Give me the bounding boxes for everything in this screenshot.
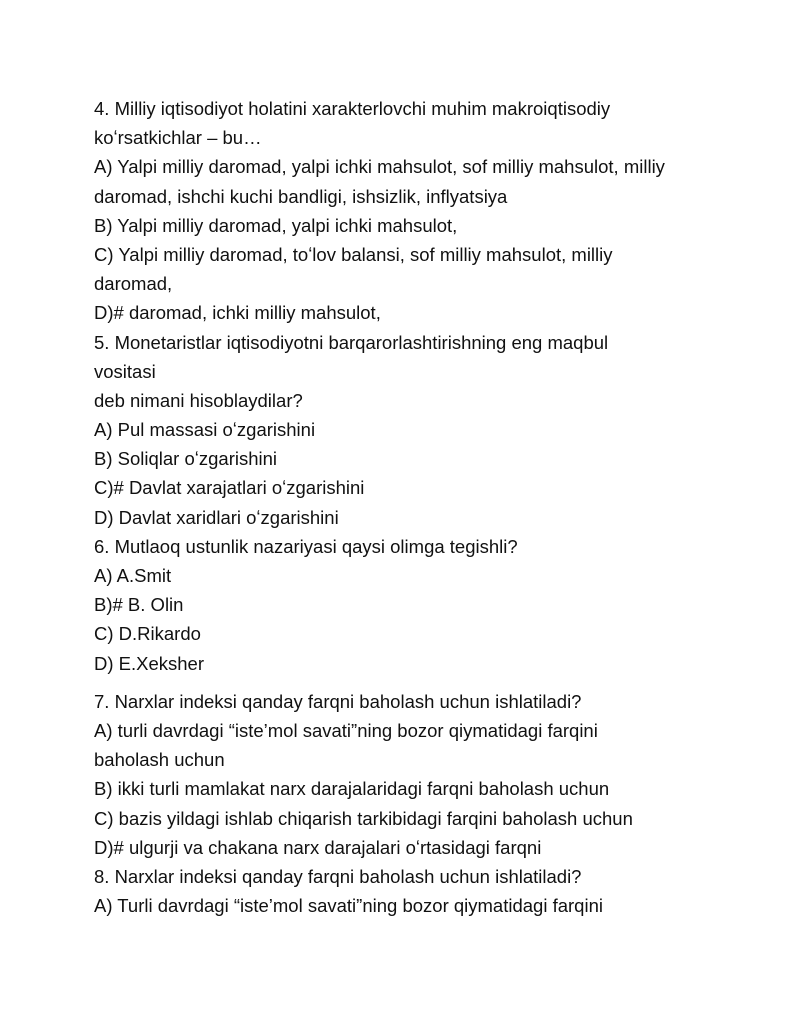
text-line: deb nimani hisoblaydilar? (94, 389, 303, 411)
text-line: vositasi (94, 360, 156, 382)
text-line: C)# Davlat xarajatlari oʻzgarishini (94, 477, 365, 499)
text-line: D) Davlat xaridlari oʻzgarishini (94, 506, 339, 528)
text-line: daromad, (94, 273, 173, 295)
text-line: koʻrsatkichlar – bu… (94, 127, 262, 149)
paragraph-gap (94, 678, 734, 687)
text-line: A) Turli davrdagi “iste’mol savati”ning bozor qiymatidagi farqini (94, 895, 603, 917)
text-line: B)# B. Olin (94, 594, 184, 616)
text-line: B) Soliqlar oʻzgarishini (94, 448, 278, 470)
text-line: A) Yalpi milliy daromad, yalpi ichki mahsulot, sof milliy mahsulot, milliy (94, 156, 665, 178)
document-text (94, 94, 734, 920)
text-line: B) Yalpi milliy daromad, yalpi ichki mahsulot, (94, 214, 458, 236)
text-line: D) E.Xeksher (94, 652, 205, 674)
text-line: C) bazis yildagi ishlab chiqarish tarkibidagi farqini baholash uchun (94, 807, 633, 829)
text-line: daromad, ishchi kuchi bandligi, ishsizlik, inflyatsiya (94, 185, 508, 207)
text-line: 7. Narxlar indeksi qanday farqni baholash uchun ishlatiladi? (94, 690, 582, 712)
text-line: 5. Monetaristlar iqtisodiyotni barqarorlashtirishning eng maqbul (94, 331, 609, 353)
text-line: baholash uchun (94, 749, 225, 771)
text-line: 4. Milliy iqtisodiyot holatini xarakterlovchi muhim makroiqtisodiy (94, 98, 611, 119)
text-line: C) D.Rikardo (94, 623, 201, 645)
text-line: A) A.Smit (94, 565, 172, 586)
text-line: 8. Narxlar indeksi qanday farqni baholash uchun ishlatiladi? (94, 865, 582, 887)
text-line: A) turli davrdagi “iste’mol savati”ning bozor qiymatidagi farqini (94, 719, 598, 741)
text-line: B) ikki turli mamlakat narx darajalaridagi farqni baholash uchun (94, 778, 610, 800)
text-line: C) Yalpi milliy daromad, toʻlov balansi, sof milliy mahsulot, milliy (94, 243, 613, 265)
text-line: A) Pul massasi oʻzgarishini (94, 419, 316, 441)
text-line: D)# ulgurji va chakana narx darajalari oʻrtasidagi farqni (94, 836, 542, 858)
text-line: 6. Mutlaoq ustunlik nazariyasi qaysi olimga tegishli? (94, 535, 518, 557)
text-line: D)# daromad, ichki milliy mahsulot, (94, 302, 381, 324)
